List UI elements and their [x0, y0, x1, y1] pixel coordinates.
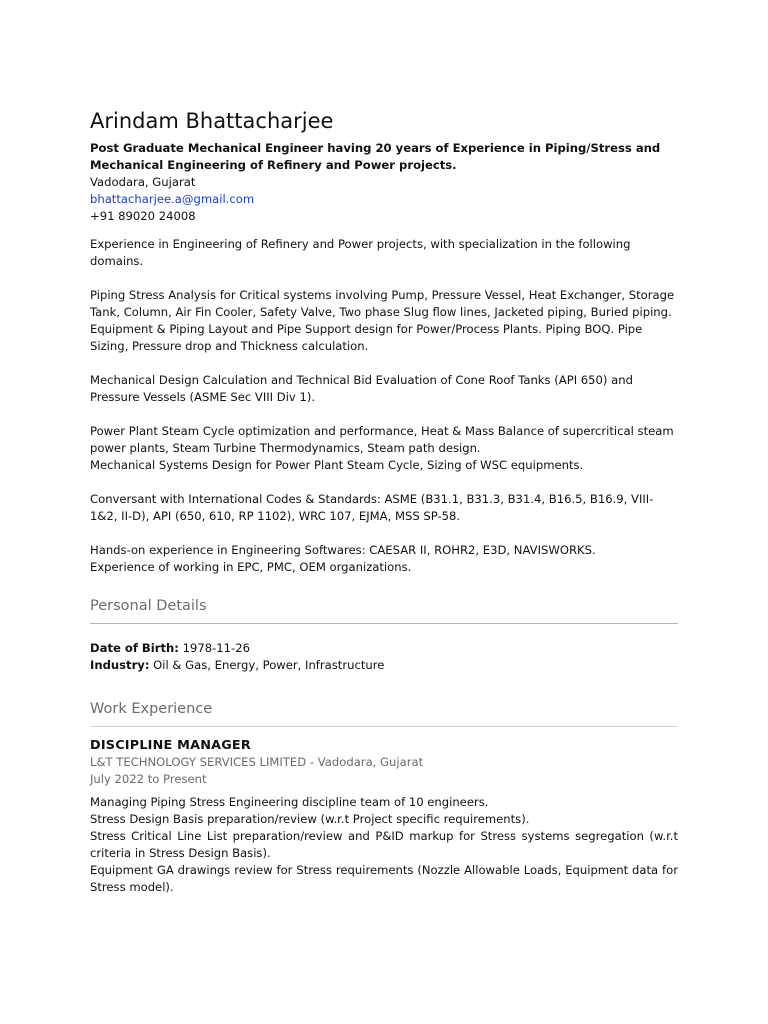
summary-steam-cycle: Power Plant Steam Cycle optimization and performance, Heat & Mass Balance of supercritical steam power plants, Steam Turbine Thermodynamics, Steam path design.: [90, 424, 674, 455]
summary-piping: [90, 287, 678, 355]
job-location: Vadodara, Gujarat: [317, 755, 424, 769]
job-dates: July 2022 to Present: [90, 772, 207, 786]
summary-mechanical-design: Mechanical Design Calculation and Technical Bid Evaluation of Cone Roof Tanks (API 650) and Pressure Vessels (ASME Sec VIII Div 1).: [90, 373, 633, 404]
location: Vadodara, Gujarat: [90, 175, 196, 189]
summary-piping-layout: Equipment & Piping Layout and Pipe Support design for Power/Process Plants. Piping BOQ. Pipe Sizing, Pressure drop and Thickness calculation.: [90, 322, 643, 353]
job-company-row: [90, 754, 678, 771]
section-divider: [90, 726, 678, 727]
personal-details-section: [90, 597, 678, 674]
job-company: L&T TECHNOLOGY SERVICES LIMITED: [90, 755, 307, 769]
email-link[interactable]: bhattacharjee.a@gmail.com: [90, 192, 255, 206]
job-description: [90, 794, 678, 896]
summary-intro: Experience in Engineering of Refinery and Power projects, with specialization in the following domains.: [90, 237, 631, 268]
summary-mechanical-systems: Mechanical Systems Design for Power Plant Steam Cycle, Sizing of WSC equipments.: [90, 458, 584, 472]
summary-software: [90, 542, 678, 576]
industry-value: Oil & Gas, Energy, Power, Infrastructure: [153, 658, 385, 672]
resume-page: [90, 108, 678, 896]
dob-label: Date of Birth:: [90, 641, 179, 655]
job-title: DISCIPLINE MANAGER: [90, 738, 251, 753]
job-separator: -: [309, 755, 315, 769]
job-duty: Stress Critical Line List preparation/review and P&ID markup for Stress systems segregation (w.r.t criteria in Stress Design Basis).: [90, 829, 678, 860]
dob-value: 1978-11-26: [182, 641, 250, 655]
headline: Post Graduate Mechanical Engineer having 20 years of Experience in Piping/Stress and Mechanical Engineering of Refinery and Power projects.: [90, 141, 661, 172]
section-title-work: Work Experience: [90, 701, 213, 717]
job-entry: [90, 737, 678, 896]
job-duty: Managing Piping Stress Engineering discipline team of 10 engineers.: [90, 795, 489, 809]
dob-row: [90, 640, 678, 657]
job-duty: Equipment GA drawings review for Stress requirements (Nozzle Allowable Loads, Equipment data for Stress model).: [90, 863, 678, 894]
section-title-personal: Personal Details: [90, 598, 207, 614]
job-duty: Stress Design Basis preparation/review (w.r.t Project specific requirements).: [90, 812, 530, 826]
summary-piping-stress: Piping Stress Analysis for Critical systems involving Pump, Pressure Vessel, Heat Exchanger, Storage Tank, Column, Air Fin Cooler, Safety Valve, Two phase Slug flow lines, Jacketed piping, Buried piping.: [90, 288, 675, 319]
industry-label: Industry:: [90, 658, 150, 672]
summary-softwares: Hands-on experience in Engineering Softwares: CAESAR II, ROHR2, E3D, NAVISWORKS.: [90, 543, 596, 557]
work-experience-section: [90, 700, 678, 896]
summary-organizations: Experience of working in EPC, PMC, OEM organizations.: [90, 560, 412, 574]
candidate-name: Arindam Bhattacharjee: [90, 109, 334, 133]
phone: +91 89020 24008: [90, 209, 196, 223]
summary-power-plant: [90, 423, 678, 474]
section-divider: [90, 623, 678, 624]
industry-row: [90, 657, 678, 674]
summary-codes: Conversant with International Codes & Standards: ASME (B31.1, B31.3, B31.4, B16.5, B16.9, VIII-1&2, II-D), API (650, 610, RP 1102), WRC 107, EJMA, MSS SP-58.: [90, 492, 654, 523]
